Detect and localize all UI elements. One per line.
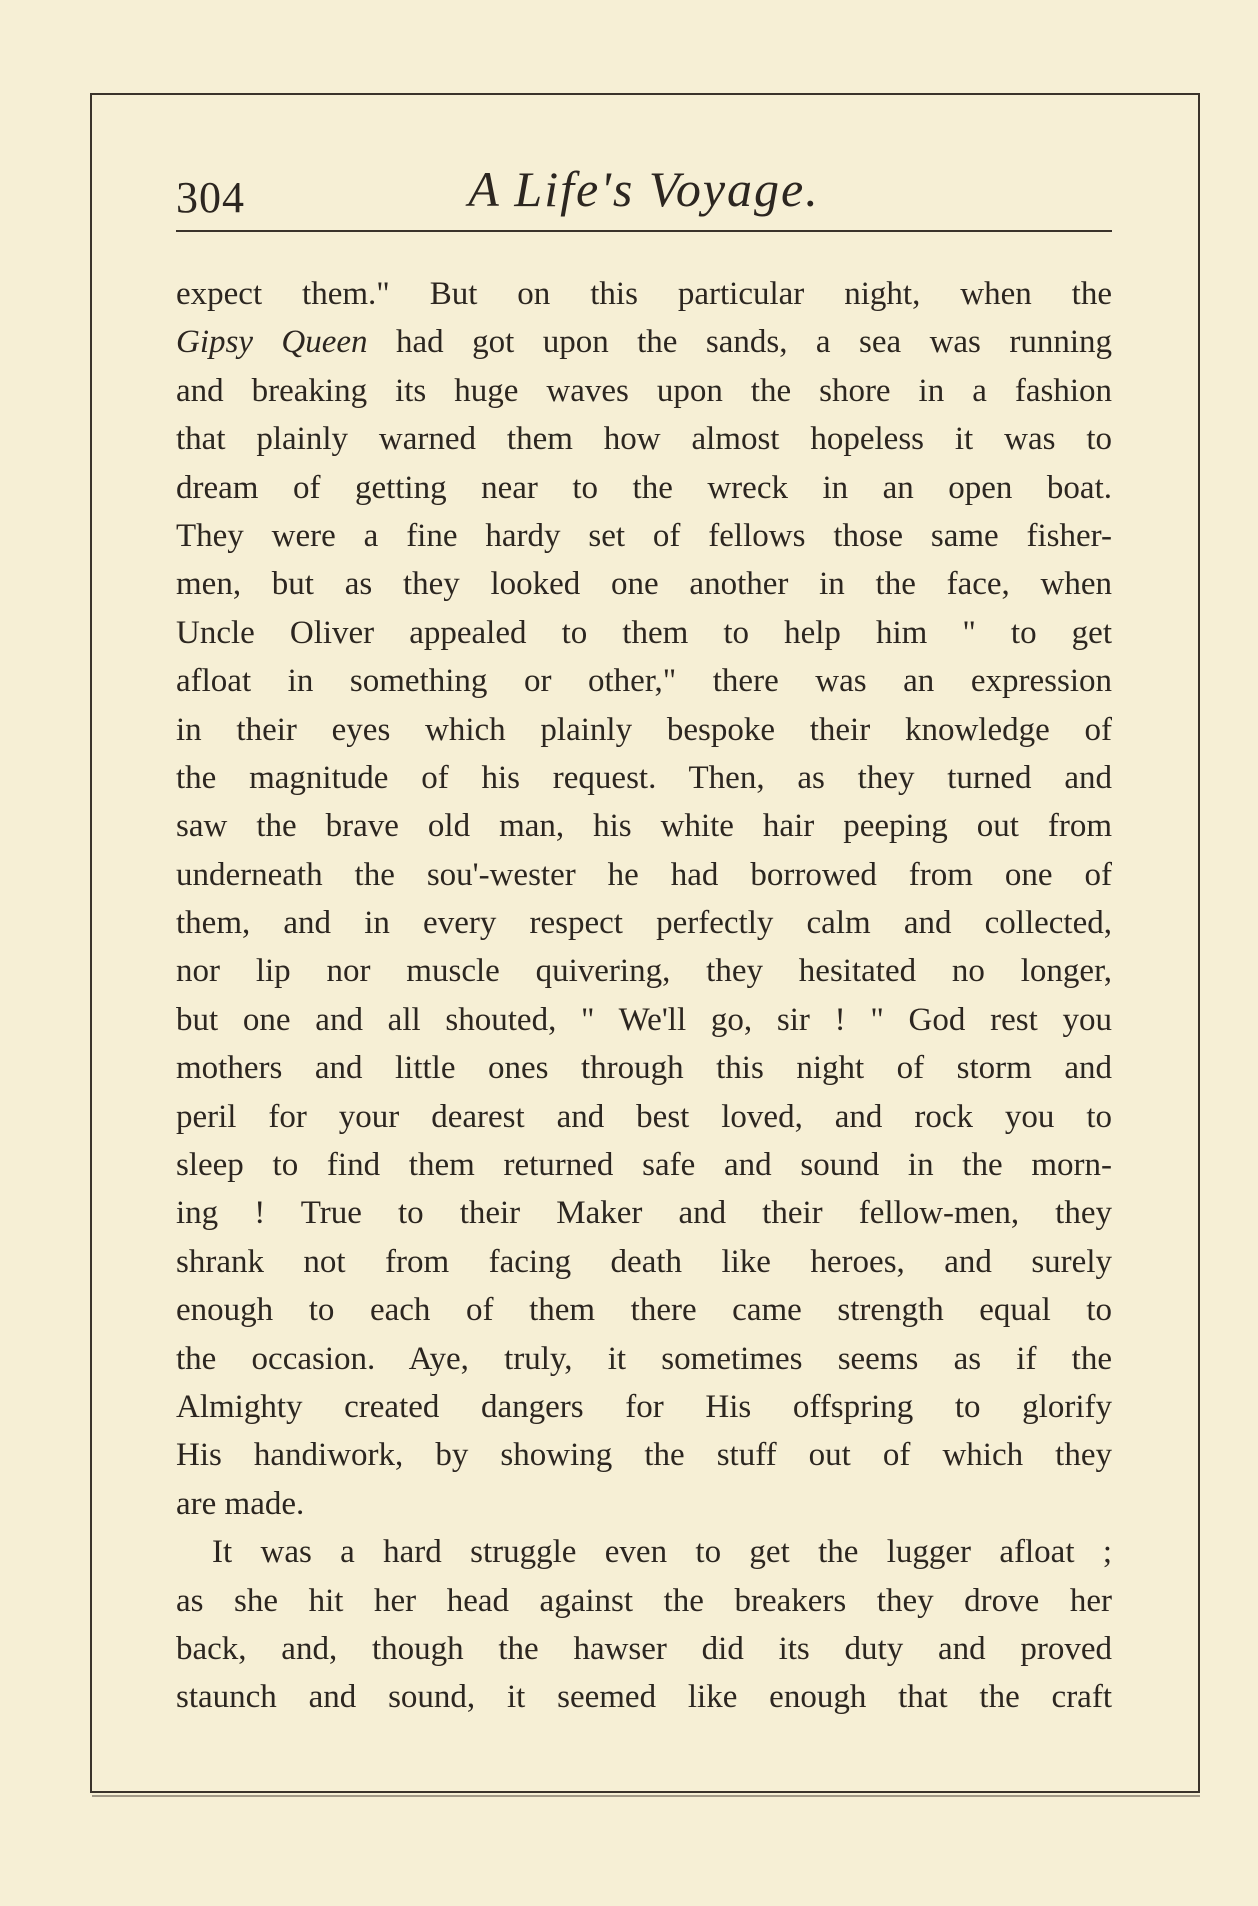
- page-border-shadow: [92, 1795, 1200, 1797]
- text-line: but one and all shouted, " We'll go, sir ! " God rest you: [176, 1001, 1112, 1038]
- text-line: them, and in every respect perfectly calm and collected,: [176, 905, 1112, 942]
- text-line: are made.: [176, 1485, 305, 1522]
- text-line: saw the brave old man, his white hair peeping out from: [176, 808, 1112, 845]
- text-line-rest: had got upon the sands, a sea was running: [367, 324, 1112, 361]
- text-line: afloat in something or other," there was an expression: [176, 663, 1112, 700]
- text-line: ing ! True to their Maker and their fellow-men, they: [176, 1195, 1112, 1232]
- text-line: that plainly warned them how almost hopeless it was to: [176, 421, 1112, 458]
- text-line: Almighty created dangers for His offspring to glorify: [176, 1388, 1112, 1425]
- text-line: staunch and sound, it seemed like enough that the craft: [176, 1679, 1112, 1716]
- text-line: as she hit her head against the breakers they drove her: [176, 1582, 1112, 1619]
- text-line: mothers and little ones through this night of storm and: [176, 1050, 1112, 1087]
- text-line: His handiwork, by showing the stuff out of which they: [176, 1437, 1112, 1474]
- header-rule: [176, 230, 1112, 232]
- text-line: in their eyes which plainly bespoke their knowledge of: [176, 711, 1112, 748]
- text-line: It was a hard struggle even to get the lugger afloat ;: [212, 1534, 1112, 1571]
- text-line: the magnitude of his request. Then, as they turned and: [176, 759, 1112, 796]
- text-line: nor lip nor muscle quivering, they hesitated no longer,: [176, 953, 1112, 990]
- ship-name: Gipsy Queen: [176, 324, 368, 361]
- text-line: back, and, though the hawser did its duty and proved: [176, 1630, 1112, 1667]
- text-line: expect them." But on this particular night, when the: [176, 276, 1112, 312]
- text-line: underneath the sou'-wester he had borrowed from one of: [176, 856, 1112, 893]
- text-line: enough to each of them there came strength equal to: [176, 1292, 1112, 1329]
- text-line: dream of getting near to the wreck in an open boat.: [176, 469, 1112, 506]
- text-line: sleep to find them returned safe and sound in the morn-: [176, 1147, 1112, 1184]
- page-number: 304: [176, 173, 245, 222]
- body-text: [176, 270, 1112, 1722]
- text-line: the occasion. Aye, truly, it sometimes seems as if the: [176, 1340, 1112, 1377]
- text-line: and breaking its huge waves upon the shore in a fashion: [176, 372, 1112, 409]
- text-line: peril for your dearest and best loved, and rock you to: [176, 1098, 1112, 1135]
- text-line: They were a fine hardy set of fellows those same fisher-: [176, 517, 1112, 554]
- text-line: [176, 318, 1112, 366]
- text-line: shrank not from facing death like heroes, and surely: [176, 1243, 1112, 1280]
- running-title: A Life's Voyage.: [468, 161, 820, 217]
- text-line: Uncle Oliver appealed to them to help him " to get: [176, 614, 1112, 651]
- page-header: [176, 160, 1112, 224]
- text-line: men, but as they looked one another in the face, when: [176, 566, 1112, 603]
